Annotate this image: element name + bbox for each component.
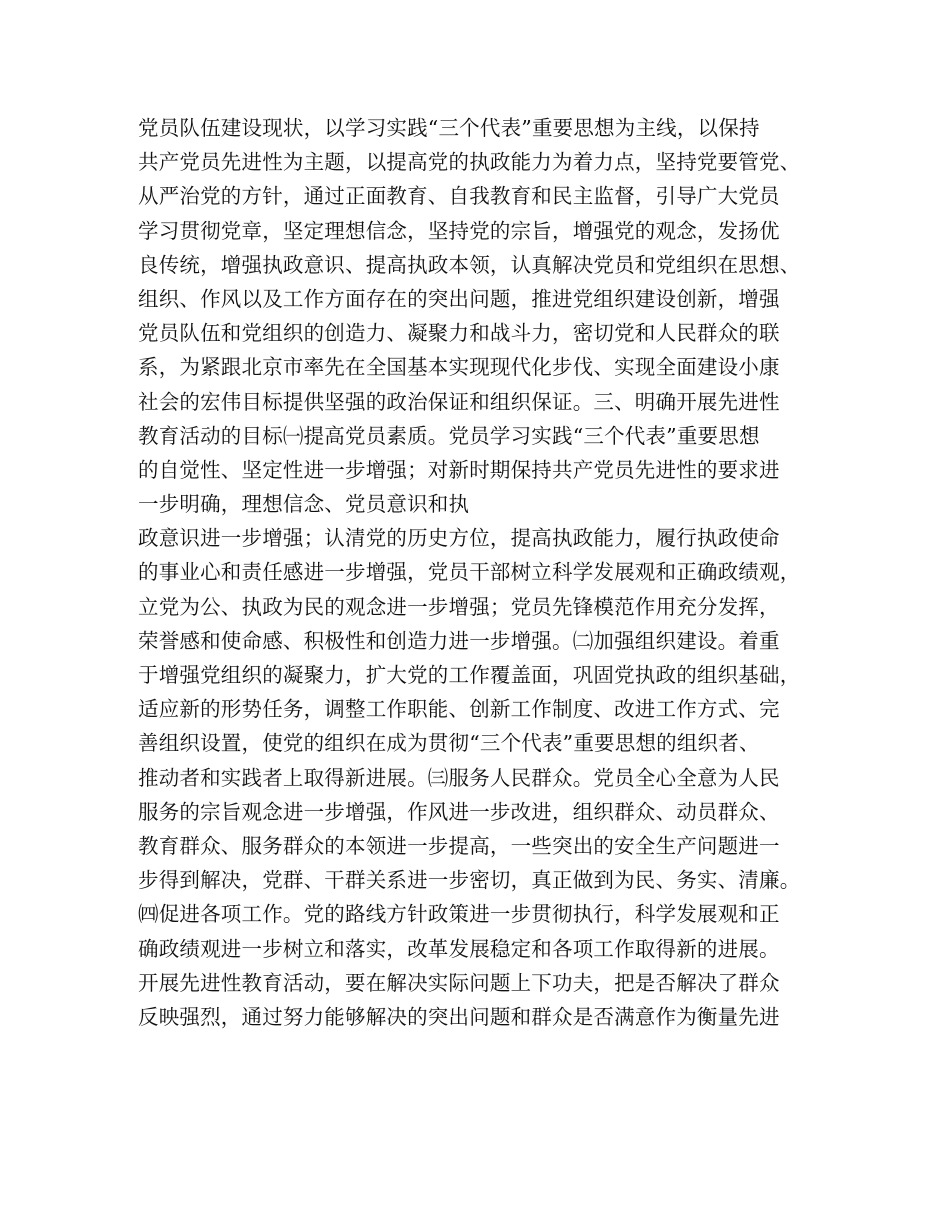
text-line: 一步明确，理想信念、党员意识和执 — [138, 492, 470, 517]
text-line: 共产党员先进性为主题，以提高党的执政能力为着力点，坚持党要管党、 — [138, 150, 801, 175]
text-line: 政意识进一步增强；认清党的历史方位，提高执政能力，履行执政使命 — [138, 526, 780, 551]
text-line: ㈣促进各项工作。党的路线方针政策进一步贯彻执行，科学发展观和正 — [138, 902, 780, 927]
text-line: 于增强党组织的凝聚力，扩大党的工作覆盖面，巩固党执政的组织基础， — [138, 663, 801, 687]
text-line: 善组织设置，使党的组织在成为贯彻“三个代表”重要思想的组织者、 — [138, 731, 760, 756]
text-line: 的自觉性、坚定性进一步增强；对新时期保持共产党员先进性的要求进 — [138, 457, 780, 482]
text-line: 系，为紧跟北京市率先在全国基本实现现代化步伐、实现全面建设小康 — [138, 355, 780, 380]
text-line: 荣誉感和使命感、积极性和创造力进一步增强。㈡加强组织建设。着重 — [138, 628, 780, 653]
text-line: 反映强烈，通过努力能够解决的突出问题和群众是否满意作为衡量先进 — [138, 1004, 780, 1029]
text-line: 组织、作风以及工作方面存在的突出问题，推进党组织建设创新，增强 — [138, 286, 780, 311]
text-line: 党员队伍和党组织的创造力、凝聚力和战斗力，密切党和人民群众的联 — [138, 321, 780, 346]
text-line: 党员队伍建设现状，以学习实践“三个代表”重要思想为主线，以保持 — [138, 116, 760, 140]
text-line: 良传统，增强执政意识、提高执政本领，认真解决党员和党组织在思想、 — [138, 252, 801, 277]
text-line: 从严治党的方针，通过正面教育、自我教育和民主监督，引导广大党员 — [138, 184, 780, 209]
text-line: 服务的宗旨观念进一步增强，作风进一步改进，组织群众、动员群众、 — [138, 799, 780, 824]
text-line: 社会的宏伟目标提供坚强的政治保证和组织保证。三、明确开展先进性 — [138, 389, 780, 414]
text-line: 确政绩观进一步树立和落实，改革发展稳定和各项工作取得新的进展。 — [138, 936, 780, 961]
text-line: 立党为公、执政为民的观念进一步增强；党员先锋模范作用充分发挥， — [138, 594, 780, 619]
text-line: 开展先进性教育活动，要在解决实际问题上下功夫，把是否解决了群众 — [138, 970, 780, 995]
text-line: 的事业心和责任感进一步增强，党员干部树立科学发展观和正确政绩观， — [138, 560, 801, 585]
text-line: 推动者和实践者上取得新进展。㈢服务人民群众。党员全心全意为人民 — [138, 765, 780, 790]
text-line: 学习贯彻党章，坚定理想信念，坚持党的宗旨，增强党的观念，发扬优 — [138, 218, 780, 243]
text-line: 适应新的形势任务，调整工作职能、创新工作制度、改进工作方式、完 — [138, 697, 780, 722]
body-text — [138, 111, 838, 1034]
text-line: 教育活动的目标㈠提高党员素质。党员学习实践“三个代表”重要思想 — [138, 423, 760, 448]
text-line: 教育群众、服务群众的本领进一步提高，一些突出的安全生产问题进一 — [138, 833, 780, 858]
text-line: 步得到解决，党群、干群关系进一步密切，真正做到为民、务实、清廉。 — [138, 868, 801, 893]
